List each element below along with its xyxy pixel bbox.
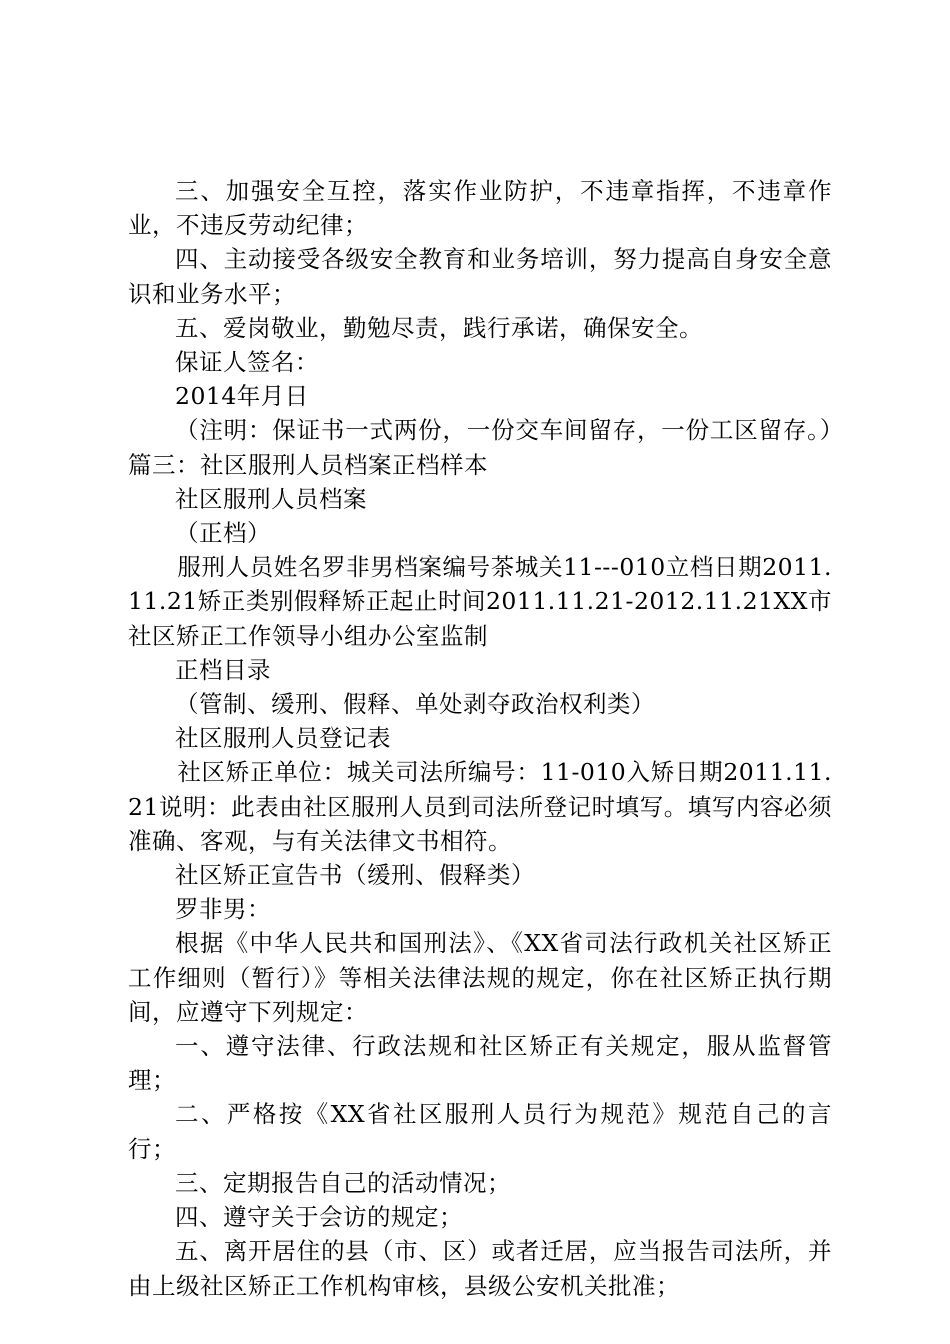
paragraph: 社区矫正单位：城关司法所编号：11-010入矫日期2011.11.21说明：此表由社区服刑人员到司法所登记时填写。填写内容必须准确、客观，与有关法律文书相符。 — [128, 758, 832, 855]
paragraph: 四、主动接受各级安全教育和业务培训，努力提高自身安全意识和业务水平； — [128, 245, 832, 308]
paragraph: 根据《中华人民共和国刑法》、《XX省司法行政机关社区矫正工作细则（暂行）》等相关法律法规的规定，你在社区矫正执行期间，应遵守下列规定： — [128, 929, 832, 1026]
section-subheading: （管制、缓刑、假释、单处剥夺政治权利类） — [175, 690, 655, 719]
paragraph: 一、遵守法律、行政法规和社区矫正有关规定，服从监督管理； — [128, 1032, 832, 1095]
section-subheading: （正档） — [175, 519, 271, 548]
section-heading: 正档目录 — [175, 655, 271, 684]
section-heading: 社区矫正宣告书（缓刑、假释类） — [175, 861, 535, 890]
section-heading: 社区服刑人员档案 — [175, 484, 367, 513]
paragraph: 二、严格按《XX省社区服刑人员行为规范》规范自己的言行； — [128, 1100, 832, 1163]
signature-line: 保证人签名： — [175, 348, 319, 377]
date-line: 2014年月日 — [175, 382, 309, 411]
section-heading: 社区服刑人员登记表 — [175, 724, 391, 753]
paragraph: 五、离开居住的县（市、区）或者迁居，应当报告司法所，并由上级社区矫正工作机构审核，县级公安机关批准； — [128, 1237, 832, 1300]
paragraph: 五、爱岗敬业，勤勉尽责，践行承诺，确保安全。 — [175, 313, 703, 342]
salutation: 罗非男： — [175, 895, 271, 924]
document-body — [128, 174, 832, 1303]
paragraph: 三、定期报告自己的活动情况； — [175, 1168, 511, 1197]
paragraph: 三、加强安全互控，落实作业防护，不违章指挥，不违章作业，不违反劳动纪律； — [128, 177, 832, 240]
paragraph: 四、遵守关于会访的规定； — [175, 1203, 463, 1232]
paragraph: 服刑人员姓名罗非男档案编号茶城关11---010立档日期2011.11.21矫正类别假释矫正起止时间2011.11.21-2012.11.21XX市社区矫正工作领导小组办公室监制 — [128, 553, 832, 650]
paragraph: （注明：保证书一式两份，一份交车间留存，一份工区留存。）篇三：社区服刑人员档案正档样本 — [128, 416, 832, 479]
